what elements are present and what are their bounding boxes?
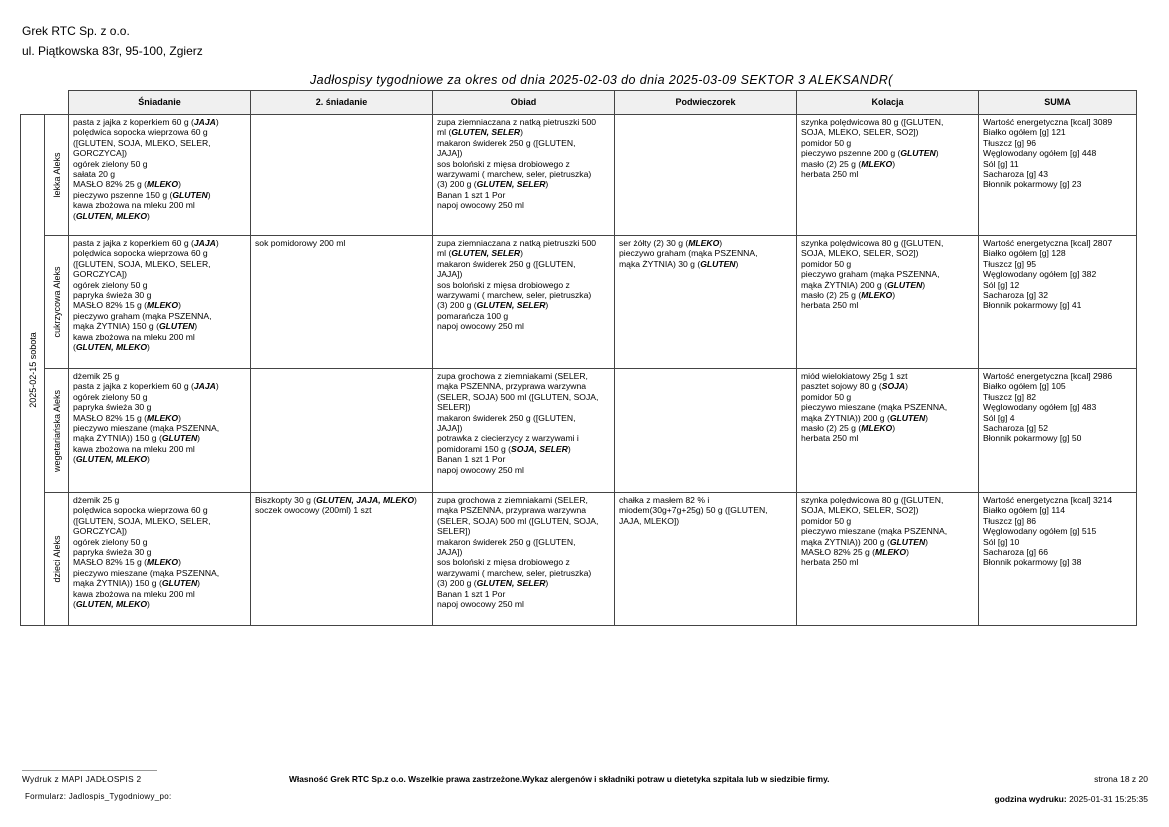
allergen-list: GLUTEN xyxy=(886,279,923,290)
allergen-list: GLUTEN, SELER xyxy=(451,127,521,138)
nutrition-line: Sól [g] 12 xyxy=(983,279,1020,290)
meal-item: pasta z jajka z koperkiem 60 g (JAJA) xyxy=(73,238,219,248)
column-header: Kolacja xyxy=(797,91,979,115)
meal-item: pomidor 50 g xyxy=(801,258,852,269)
meal-item: pomarańcza 100 g xyxy=(437,310,509,321)
allergen-list: JAJA xyxy=(193,238,216,248)
allergen-list: GLUTEN xyxy=(172,189,208,200)
meal-cell xyxy=(433,115,615,236)
nutrition-summary-cell xyxy=(979,369,1137,493)
diet-label: dzieci Aleks xyxy=(51,535,62,583)
nutrition-line: Białko ogółem [g] 105 xyxy=(983,381,1066,392)
nutrition-line: Białko ogółem [g] 128 xyxy=(983,248,1066,259)
meal-item: mąka ŻYTNIA)) 150 g (GLUTEN) xyxy=(73,578,201,589)
meal-cell xyxy=(797,493,979,626)
meal-item: pomidor 50 g xyxy=(801,515,852,526)
meal-item: Banan 1 szt 1 Por xyxy=(437,454,506,465)
allergen-list: GLUTEN, JAJA, MLEKO xyxy=(316,495,415,505)
meal-item: JAJA]) xyxy=(437,423,463,434)
column-header: Obiad xyxy=(433,91,615,115)
nutrition-line: Białko ogółem [g] 121 xyxy=(983,127,1066,138)
meal-item: szynka polędwicowa 80 g ([GLUTEN, xyxy=(801,238,944,248)
meal-item: JAJA]) xyxy=(437,269,463,280)
table-row xyxy=(21,115,1137,236)
meal-item: (3) 200 g (GLUTEN, SELER) xyxy=(437,578,549,589)
allergen-list: GLUTEN xyxy=(700,258,736,269)
meal-item: pieczywo pszenne 200 g (GLUTEN) xyxy=(801,148,939,159)
meal-item: mąka ŻYTNIA) 150 g (GLUTEN) xyxy=(73,321,198,332)
meal-item: dżemik 25 g xyxy=(73,495,120,505)
meal-item: warzywami ( marchew, seler, pietruszka) xyxy=(437,567,592,578)
meal-item: ogórek zielony 50 g xyxy=(73,536,148,547)
meal-item: miód wielokiatowy 25g 1 szt xyxy=(801,371,908,381)
allergen-list: MLEKO xyxy=(688,238,720,248)
nutrition-line: Sól [g] 10 xyxy=(983,536,1020,547)
meal-item: miodem(30g+7g+25g) 50 g ([GLUTEN, xyxy=(619,505,768,516)
menu-table xyxy=(20,90,1137,626)
nutrition-line: Wartość energetyczna [kcal] 2986 xyxy=(983,371,1113,381)
print-time-value: 2025-01-31 15:25:35 xyxy=(1069,794,1148,804)
date-cell xyxy=(21,115,45,626)
meal-cell xyxy=(615,236,797,369)
meal-item: MASŁO 82% 15 g (MLEKO) xyxy=(73,412,181,423)
meal-item: sałata 20 g xyxy=(73,169,116,180)
diet-label: wegetariańska Aleks xyxy=(51,389,62,472)
meal-item: warzywami ( marchew, seler, pietruszka) xyxy=(437,290,592,301)
meal-item: napoj owocowy 250 ml xyxy=(437,599,524,610)
allergen-list: GLUTEN, SELER xyxy=(476,300,546,311)
nutrition-summary-cell xyxy=(979,115,1137,236)
meal-item: makaron świderek 250 g ([GLUTEN, xyxy=(437,137,576,148)
meal-item: herbata 250 ml xyxy=(801,557,859,568)
diet-cell xyxy=(45,236,69,369)
allergen-list: JAJA xyxy=(193,117,216,127)
allergen-list: GLUTEN, MLEKO xyxy=(75,454,148,465)
nutrition-line: Sól [g] 4 xyxy=(983,412,1015,423)
meal-cell xyxy=(797,236,979,369)
meal-item: polędwica sopocka wieprzowa 60 g xyxy=(73,505,208,516)
meal-item: SELER]) xyxy=(437,526,471,537)
meal-item: makaron świderek 250 g ([GLUTEN, xyxy=(437,536,576,547)
nutrition-line: Węglowodany ogółem [g] 515 xyxy=(983,526,1097,537)
meal-item: szynka polędwicowa 80 g ([GLUTEN, xyxy=(801,495,944,505)
print-time xyxy=(994,794,1148,804)
diet-label: lekka Aleks xyxy=(51,152,62,198)
nutrition-line: Tłuszcz [g] 96 xyxy=(983,137,1037,148)
nutrition-line: Tłuszcz [g] 86 xyxy=(983,515,1037,526)
nutrition-line: Węglowodany ogółem [g] 448 xyxy=(983,148,1097,159)
meal-item: herbata 250 ml xyxy=(801,433,859,444)
meal-item: mąka PSZENNA, przyprawa warzywna xyxy=(437,505,587,516)
diet-label: cukrzycowa Aleks xyxy=(51,266,62,338)
meal-item: pieczywo graham (mąka PSZENNA, xyxy=(801,269,940,280)
allergen-list: MLEKO xyxy=(147,412,179,423)
meal-item: pieczywo graham (mąka PSZENNA, xyxy=(619,248,758,259)
meal-item: kawa zbożowa na mleku 200 ml xyxy=(73,331,195,342)
diet-cell xyxy=(45,493,69,626)
meal-item: (GLUTEN, MLEKO) xyxy=(73,454,150,465)
meal-item: (GLUTEN, MLEKO) xyxy=(73,210,150,221)
allergen-list: GLUTEN xyxy=(900,148,936,159)
allergen-list: GLUTEN, MLEKO xyxy=(75,599,148,610)
meal-item: mąka ŻYTNIA) 200 g (GLUTEN) xyxy=(801,279,926,290)
meal-item: warzywami ( marchew, seler, pietruszka) xyxy=(437,169,592,180)
meal-item: makaron świderek 250 g ([GLUTEN, xyxy=(437,412,576,423)
meal-item: pieczywo graham (mąka PSZENNA, xyxy=(73,310,212,321)
meal-item: mąka ŻYTNIA)) 200 g (GLUTEN) xyxy=(801,412,929,423)
meal-item: pieczywo mieszane (mąka PSZENNA, xyxy=(73,423,220,434)
allergen-list: GLUTEN, MLEKO xyxy=(75,342,148,353)
meal-item: (SELER, SOJA) 500 ml ([GLUTEN, SOJA, xyxy=(437,391,599,402)
meal-item: kawa zbożowa na mleku 200 ml xyxy=(73,588,195,599)
meal-item: ([GLUTEN, SOJA, MLEKO, SELER, xyxy=(73,258,211,269)
meal-cell xyxy=(797,115,979,236)
meal-cell xyxy=(433,493,615,626)
column-header: SUMA xyxy=(979,91,1137,115)
nutrition-summary-cell xyxy=(979,236,1137,369)
meal-item: polędwica sopocka wieprzowa 60 g xyxy=(73,127,208,138)
meal-item: ([GLUTEN, SOJA, MLEKO, SELER, xyxy=(73,137,211,148)
meal-cell xyxy=(69,115,251,236)
meal-item: ser żółty (2) 30 g (MLEKO) xyxy=(619,238,723,248)
meal-item: SELER]) xyxy=(437,402,471,413)
meal-cell xyxy=(69,236,251,369)
meal-item: ogórek zielony 50 g xyxy=(73,279,148,290)
meal-item: papryka świeża 30 g xyxy=(73,290,152,301)
nutrition-line: Węglowodany ogółem [g] 483 xyxy=(983,402,1097,413)
allergen-list: GLUTEN, SELER xyxy=(451,248,521,259)
meal-cell xyxy=(69,493,251,626)
date-label: 2025-02-15 sobota xyxy=(27,332,38,408)
meal-item: sos boloński z mięsa drobiowego z xyxy=(437,279,570,290)
meal-item: ([GLUTEN, SOJA, MLEKO, SELER, xyxy=(73,515,211,526)
meal-item: sos boloński z mięsa drobiowego z xyxy=(437,557,570,568)
meal-item: ogórek zielony 50 g xyxy=(73,391,148,402)
meal-cell xyxy=(615,493,797,626)
nutrition-line: Wartość energetyczna [kcal] 3089 xyxy=(983,117,1113,127)
meal-cell xyxy=(251,493,433,626)
allergen-list: GLUTEN xyxy=(158,321,195,332)
meal-item: pieczywo mieszane (mąka PSZENNA, xyxy=(801,402,948,413)
meal-item: (3) 200 g (GLUTEN, SELER) xyxy=(437,300,549,311)
print-time-label: godzina wydruku: xyxy=(994,794,1067,804)
meal-item: (SELER, SOJA) 500 ml ([GLUTEN, SOJA, xyxy=(437,515,599,526)
meal-cell xyxy=(615,369,797,493)
header-row xyxy=(21,91,1137,115)
allergen-list: MLEKO xyxy=(147,300,179,311)
meal-item: pomidor 50 g xyxy=(801,137,852,148)
print-source: Wydruk z MAPI JADŁOSPIS 2 xyxy=(22,774,142,784)
meal-item: pasta z jajka z koperkiem 60 g (JAJA) xyxy=(73,381,219,392)
nutrition-line: Węglowodany ogółem [g] 382 xyxy=(983,269,1097,280)
meal-item: SOJA, MLEKO, SELER, SO2]) xyxy=(801,505,919,516)
meal-item: Banan 1 szt 1 Por xyxy=(437,189,506,200)
diet-cell xyxy=(45,115,69,236)
nutrition-line: Sacharoza [g] 43 xyxy=(983,169,1048,180)
allergen-list: MLEKO xyxy=(147,179,179,190)
table-row xyxy=(21,369,1137,493)
meal-item: chałka z masłem 82 % i xyxy=(619,495,710,505)
nutrition-line: Wartość energetyczna [kcal] 2807 xyxy=(983,238,1113,248)
allergen-list: MLEKO xyxy=(147,557,179,568)
meal-item: napoj owocowy 250 ml xyxy=(437,200,524,211)
nutrition-line: Sacharoza [g] 66 xyxy=(983,547,1048,558)
meal-item: (GLUTEN, MLEKO) xyxy=(73,342,150,353)
meal-item: JAJA, MLEKO]) xyxy=(619,515,680,526)
meal-item: herbata 250 ml xyxy=(801,169,859,180)
meal-item: GORCZYCA]) xyxy=(73,269,127,280)
meal-item: ml (GLUTEN, SELER) xyxy=(437,248,523,259)
meal-item: sos boloński z mięsa drobiowego z xyxy=(437,158,570,169)
meal-item: szynka polędwicowa 80 g ([GLUTEN, xyxy=(801,117,944,127)
meal-item: kawa zbożowa na mleku 200 ml xyxy=(73,443,195,454)
nutrition-line: Błonnik pokarmowy [g] 23 xyxy=(983,179,1082,190)
meal-cell xyxy=(433,236,615,369)
table-row xyxy=(21,493,1137,626)
meal-item: herbata 250 ml xyxy=(801,300,859,311)
company-address: ul. Piątkowska 83r, 95-100, Zgierz xyxy=(22,44,203,58)
table-row xyxy=(21,236,1137,369)
meal-cell xyxy=(251,115,433,236)
menu-body xyxy=(21,115,1137,626)
meal-item: SOJA, MLEKO, SELER, SO2]) xyxy=(801,127,919,138)
ownership-notice: Własność Grek RTC Sp.z o.o. Wszelkie prawa zastrzeżone.Wykaz alergenów i składniki potraw u dietetyka szpitala lub w siedzibie firmy. xyxy=(289,774,830,784)
meal-item: zupa ziemniaczana z natką pietruszki 500 xyxy=(437,238,597,248)
allergen-list: SOJA xyxy=(881,381,906,392)
meal-cell xyxy=(615,115,797,236)
meal-item: pomidorami 150 g (SOJA, SELER) xyxy=(437,443,571,454)
allergen-list: GLUTEN, MLEKO xyxy=(75,210,148,221)
meal-item: MASŁO 82% 15 g (MLEKO) xyxy=(73,300,181,311)
nutrition-line: Błonnik pokarmowy [g] 38 xyxy=(983,557,1082,568)
meal-item: pieczywo mieszane (mąka PSZENNA, xyxy=(801,526,948,537)
meal-item: zupa grochowa z ziemniakami (SELER, xyxy=(437,371,588,381)
meal-item: MASŁO 82% 25 g (MLEKO) xyxy=(73,179,181,190)
meal-item: Biszkopty 30 g (GLUTEN, JAJA, MLEKO) xyxy=(255,495,417,505)
company-name: Grek RTC Sp. z o.o. xyxy=(22,24,130,38)
meal-item: mąka ŻYTNIA)) 150 g (GLUTEN) xyxy=(73,433,201,444)
meal-cell xyxy=(251,369,433,493)
meal-item: zupa grochowa z ziemniakami (SELER, xyxy=(437,495,588,505)
meal-item: masło (2) 25 g (MLEKO) xyxy=(801,290,896,301)
meal-cell xyxy=(797,369,979,493)
nutrition-line: Białko ogółem [g] 114 xyxy=(983,505,1066,516)
nutrition-line: Tłuszcz [g] 95 xyxy=(983,258,1037,269)
allergen-list: GLUTEN xyxy=(889,412,926,423)
meal-item: napoj owocowy 250 ml xyxy=(437,321,524,332)
nutrition-line: Błonnik pokarmowy [g] 41 xyxy=(983,300,1082,311)
meal-item: pasta z jajka z koperkiem 60 g (JAJA) xyxy=(73,117,219,127)
meal-cell xyxy=(251,236,433,369)
meal-item: Banan 1 szt 1 Por xyxy=(437,588,506,599)
allergen-list: GLUTEN xyxy=(161,578,198,589)
meal-item: masło (2) 25 g (MLEKO) xyxy=(801,158,896,169)
meal-item: napoj owocowy 250 ml xyxy=(437,464,524,475)
meal-item: GORCZYCA]) xyxy=(73,148,127,159)
meal-item: MASŁO 82% 25 g (MLEKO) xyxy=(801,547,909,558)
meal-item: mąka ŻYTNIA) 30 g (GLUTEN) xyxy=(619,258,739,269)
allergen-list: GLUTEN xyxy=(161,433,198,444)
nutrition-line: Sacharoza [g] 32 xyxy=(983,290,1048,301)
meal-item: makaron świderek 250 g ([GLUTEN, xyxy=(437,258,576,269)
meal-item: pieczywo mieszane (mąka PSZENNA, xyxy=(73,567,220,578)
meal-item: polędwica sopocka wieprzowa 60 g xyxy=(73,248,208,259)
meal-item: ogórek zielony 50 g xyxy=(73,158,148,169)
meal-cell xyxy=(433,369,615,493)
meal-item: MASŁO 82% 15 g (MLEKO) xyxy=(73,557,181,568)
meal-item: pomidor 50 g xyxy=(801,391,852,402)
nutrition-summary-cell xyxy=(979,493,1137,626)
meal-item: potrawka z ciecierzycy z warzywami i xyxy=(437,433,579,444)
meal-item: kawa zbożowa na mleku 200 ml xyxy=(73,200,195,211)
meal-item: mąka PSZENNA, przyprawa warzywna xyxy=(437,381,587,392)
meal-item: masło (2) 25 g (MLEKO) xyxy=(801,423,896,434)
allergen-list: JAJA xyxy=(193,381,216,392)
meal-item: soczek owocowy (200ml) 1 szt xyxy=(255,505,372,516)
allergen-list: GLUTEN, SELER xyxy=(476,179,546,190)
meal-item: JAJA]) xyxy=(437,148,463,159)
meal-item: papryka świeża 30 g xyxy=(73,402,152,413)
nutrition-line: Sól [g] 11 xyxy=(983,158,1019,169)
meal-item: pasztet sojowy 80 g (SOJA) xyxy=(801,381,909,392)
form-name: Formularz: Jadlospis_Tygodniowy_po: xyxy=(25,792,172,801)
meal-item: GORCZYCA]) xyxy=(73,526,127,537)
nutrition-line: Sacharoza [g] 52 xyxy=(983,423,1048,434)
column-header: Podwieczorek xyxy=(615,91,797,115)
corner-cell xyxy=(21,91,69,115)
allergen-list: MLEKO xyxy=(861,158,893,169)
meal-item: papryka świeża 30 g xyxy=(73,547,152,558)
report-title: Jadłospisy tygodniowe za okres od dnia 2025-02-03 do dnia 2025-03-09 SEKTOR 3 ALEKSANDR( xyxy=(310,73,893,87)
meal-item: mąka ŻYTNIA)) 200 g (GLUTEN) xyxy=(801,536,929,547)
allergen-list: GLUTEN, SELER xyxy=(476,578,546,589)
diet-cell xyxy=(45,369,69,493)
allergen-list: SOJA, SELER xyxy=(511,443,568,454)
page-number: strona 18 z 20 xyxy=(1094,774,1148,784)
footer-divider xyxy=(22,770,157,771)
meal-item: (3) 200 g (GLUTEN, SELER) xyxy=(437,179,549,190)
meal-cell xyxy=(69,369,251,493)
allergen-list: GLUTEN xyxy=(889,536,926,547)
meal-item: zupa ziemniaczana z natką pietruszki 500 xyxy=(437,117,597,127)
allergen-list: MLEKO xyxy=(875,547,907,558)
nutrition-line: Błonnik pokarmowy [g] 50 xyxy=(983,433,1082,444)
meal-item: sok pomidorowy 200 ml xyxy=(255,238,346,248)
nutrition-line: Wartość energetyczna [kcal] 3214 xyxy=(983,495,1113,505)
meal-item: ml (GLUTEN, SELER) xyxy=(437,127,523,138)
column-header: 2. śniadanie xyxy=(251,91,433,115)
meal-item: pieczywo pszenne 150 g (GLUTEN) xyxy=(73,189,211,200)
allergen-list: MLEKO xyxy=(861,290,893,301)
meal-item: dżemik 25 g xyxy=(73,371,120,381)
meal-item: SOJA, MLEKO, SELER, SO2]) xyxy=(801,248,919,259)
meal-item: (GLUTEN, MLEKO) xyxy=(73,599,150,610)
column-header: Śniadanie xyxy=(69,91,251,115)
meal-item: JAJA]) xyxy=(437,547,463,558)
allergen-list: MLEKO xyxy=(861,423,893,434)
nutrition-line: Tłuszcz [g] 82 xyxy=(983,391,1037,402)
